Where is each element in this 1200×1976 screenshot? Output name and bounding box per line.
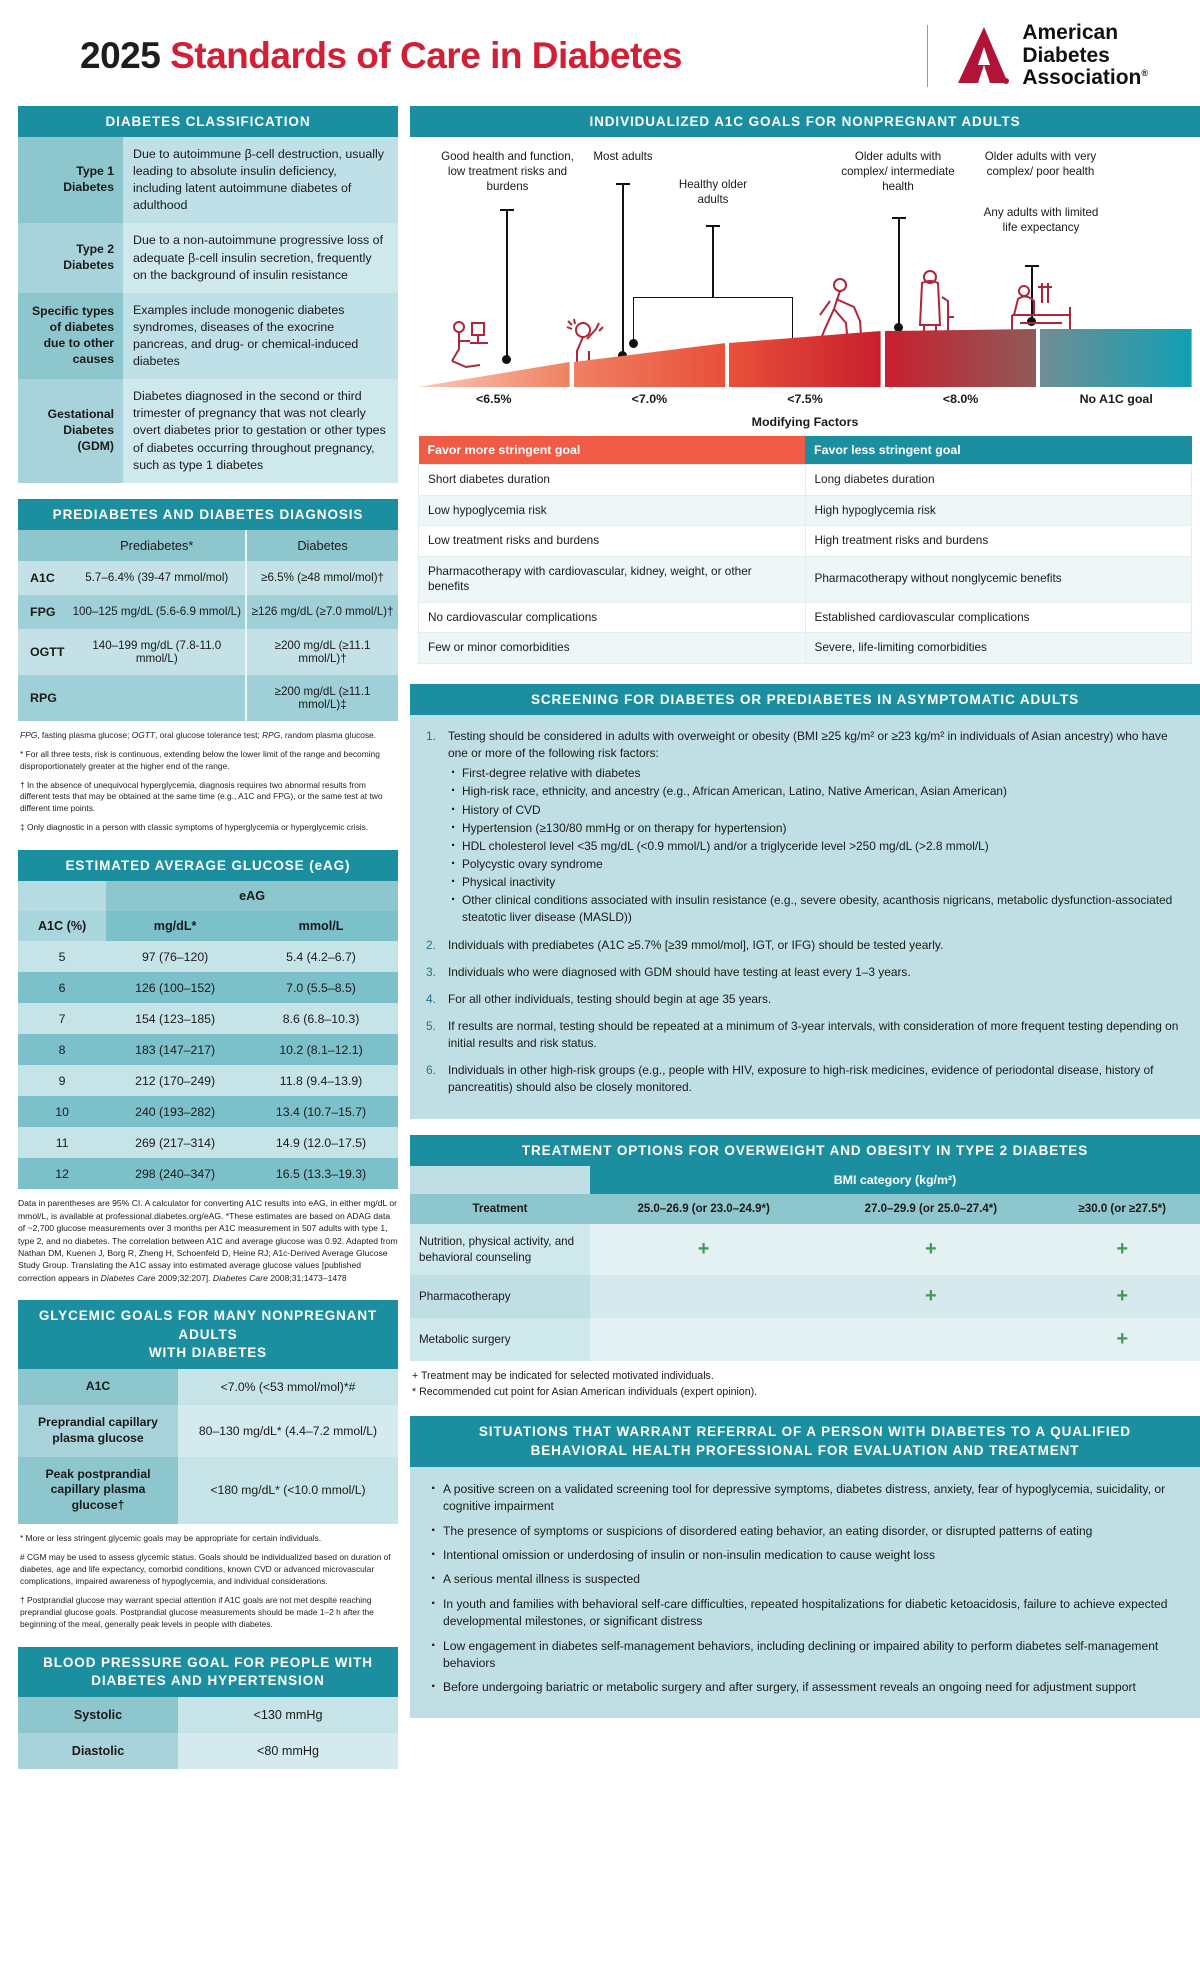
table-row [419,633,1192,664]
panel-blood-pressure-goal [18,1647,398,1769]
eag-mmol: 11.8 (9.4–13.9) [244,1065,398,1096]
table-row [18,137,398,223]
panel-diagnosis [18,499,398,834]
glycemic-label: Peak postprandial capillary plasma glucose† [18,1457,178,1525]
stringent-less: Established cardiovascular complications [805,602,1192,633]
panel-estimated-average-glucose [18,850,398,1284]
eag-col-mmol: mmol/L [244,911,398,941]
eag-footnote: Data in parentheses are 95% CI. A calculator for converting A1C results into eAG, in either mg/dL or mmol/L, is available at professional.diabetes.org/eAG. *These estimates are based on ADAG data of ~2,700 glucose measurements over 3 months per A1C measurement in 507 adults with type 1, type 2, and no diabetes. The correlation between A1C and average glucose was 0.92. Adapted from Nathan DM, Kuenen J, Borg R, Zheng H, Schoenfeld D, Heine RJ; A1c-Derived Average Glucose Study Group. Translating the A1C assay into estimated average glucose values [published correction appears in Diabetes Care 2009;32:207]. Diabetes Care 2008;31:1473–1478 [18,1198,398,1283]
treatment-blank-cell [410,1166,590,1194]
classification-label: Type 1 Diabetes [18,137,123,223]
diagnosis-dia: ≥126 mg/dL (≥7.0 mmol/L)† [246,595,398,629]
list-item: · Polycystic ovary syndrome [448,856,1184,873]
ada-line-1: American [1022,21,1119,44]
stringent-goals-table [418,436,1192,664]
list-item: Individuals who were diagnosed with GDM should have testing at least every 1–3 years. [448,964,911,979]
table-row [419,526,1192,557]
treatment-mark: + [817,1275,1044,1318]
table-row [18,1733,398,1769]
eag-col-a1c: A1C (%) [18,911,106,941]
table-row [18,629,398,675]
eag-mmol: 5.4 (4.2–6.7) [244,941,398,972]
treatment-mark: + [590,1224,817,1274]
ada-line-3: Association® [1022,66,1148,90]
list-item: · Other clinical conditions associated with insulin resistance (e.g., severe obesity, acanthosis nigricans, metabolic dysfunction-associated steatotic liver disease (MASLD)) [448,892,1184,926]
table-header-row [410,1194,1200,1224]
table-row [419,495,1192,526]
table-header-row [18,530,398,561]
modifying-factors-label: Modifying Factors [751,415,859,430]
bp-label: Systolic [18,1697,178,1733]
table-row [18,675,398,721]
list-item: · Low engagement in diabetes self-management behaviors, including declining or impaired ability to perform diabetes self-management behaviors [428,1638,1182,1673]
eag-a1c: 6 [18,972,106,1003]
eag-col-mgdl: mg/dL* [106,911,244,941]
stringent-less: Pharmacotherapy without nonglycemic benefits [805,556,1192,602]
eag-mgdl: 212 (170–249) [106,1065,244,1096]
treatment-col-2: ≥30.0 (or ≥27.5*) [1044,1194,1200,1224]
diagnosis-heading: PREDIABETES AND DIABETES DIAGNOSIS [18,499,398,530]
eag-mmol: 14.9 (12.0–17.5) [244,1127,398,1158]
a1c-goals-body [410,137,1200,668]
screening-sublist [448,765,1184,926]
stringent-less: Severe, life-limiting comorbidities [805,633,1192,664]
behavioral-heading-line1: SITUATIONS THAT WARRANT REFERRAL OF A PERSON WITH DIABETES TO A QUALIFIED [478,1424,1132,1440]
eag-mgdl: 298 (240–347) [106,1158,244,1189]
list-item: Individuals in other high-risk groups (e.g., people with HIV, exposure to high-risk medicines, evidence of periodontal disease, history of pancreatitis) should also be closely monitored. [448,1063,1154,1095]
ramp-0 [418,329,570,387]
panel-glycemic-goals [18,1300,398,1630]
treatment-col-label: Treatment [410,1194,590,1224]
table-row [18,941,398,972]
bp-value: <130 mmHg [178,1697,398,1733]
stringent-more: Short diabetes duration [419,465,806,496]
table-row [419,602,1192,633]
footnote-double-dagger: ‡ Only diagnostic in a person with classic symptoms of hyperglycemia or hyperglycemic crisis. [20,822,369,833]
screening-list [426,728,1184,1097]
panel-a1c-goals [410,106,1200,668]
eag-mmol: 10.2 (8.1–12.1) [244,1034,398,1065]
diagnosis-table [18,530,398,721]
diagnosis-test: OGTT [18,629,68,675]
diagnosis-pre [68,675,246,721]
treatment-label: Pharmacotherapy [410,1275,590,1318]
treatment-heading: TREATMENT OPTIONS FOR OVERWEIGHT AND OBESITY IN TYPE 2 DIABETES [410,1135,1200,1166]
table-row [18,1034,398,1065]
list-item: · The presence of symptoms or suspicions of disordered eating behavior, an eating disorder, or disrupted patterns of eating [428,1523,1182,1540]
glycemic-value: 80–130 mg/dL* (4.4–7.2 mmol/L) [178,1405,398,1457]
ramp-3 [885,329,1037,387]
list-item: If results are normal, testing should be repeated at a minimum of 3-year intervals, with consideration of more frequent testing depending on initial results and risk status. [448,1018,1179,1051]
footnote-star: * Recommended cut point for Asian American individuals (expert opinion). [412,1385,758,1398]
screening-heading: SCREENING FOR DIABETES OR PREDIABETES IN ASYMPTOMATIC ADULTS [410,684,1200,715]
eag-mmol: 16.5 (13.3–19.3) [244,1158,398,1189]
classification-table [18,137,398,483]
eag-table [18,881,398,1189]
list-item: · Before undergoing bariatric or metabolic surgery and after surgery, if assessment reveals an ongoing need for adjustment support [428,1679,1182,1696]
table-row [410,1224,1200,1274]
behavioral-heading [410,1416,1200,1466]
diagnosis-dia: ≥200 mg/dL (≥11.1 mmol/L)† [246,629,398,675]
glycemic-footnotes [20,1533,396,1630]
treatment-col-1: 27.0–29.9 (or 25.0–27.4*) [817,1194,1044,1224]
glycemic-label: A1C [18,1369,178,1405]
diagnosis-dia: ≥6.5% (≥48 mmol/mol)† [246,561,398,595]
ada-logo-text [1022,22,1148,90]
stringent-more: Low treatment risks and burdens [419,526,806,557]
stringent-more: Few or minor comorbidities [419,633,806,664]
panel-screening [410,684,1200,1120]
footnote-star: * More or less stringent glycemic goals may be appropriate for certain individuals. [20,1533,322,1544]
eag-mgdl: 126 (100–152) [106,972,244,1003]
a1c-goals-heading: INDIVIDUALIZED A1C GOALS FOR NONPREGNANT ADULTS [410,106,1200,137]
a1c-callout-label-0: Good health and function, low treatment risks and burdens [441,150,574,194]
bp-value: <80 mmHg [178,1733,398,1769]
table-row [18,1003,398,1034]
classification-heading: DIABETES CLASSIFICATION [18,106,398,137]
table-row [18,561,398,595]
classification-desc: Diabetes diagnosed in the second or third trimester of pregnancy that was not clearly overt diabetes prior to gestation or other types of diabetes occurring throughout pregnancy, such as type 1 diabetes [123,379,398,483]
eag-blank-cell [18,881,106,911]
stringent-more: No cardiovascular complications [419,602,806,633]
list-item: · Intentional omission or underdosing of insulin or non-insulin medication to cause weight loss [428,1547,1182,1564]
a1c-callout-label-5: Any adults with limited life expectancy [983,206,1099,235]
bp-label: Diastolic [18,1733,178,1769]
table-row [18,1065,398,1096]
a1c-axis-label-4: No A1C goal [1079,392,1153,407]
footnote-abbreviations: FPG, fasting plasma glucose; OGTT, oral glucose tolerance test; RPG, random plasma glucose. [20,729,377,740]
screening-body [410,715,1200,1120]
header-divider [927,25,928,87]
footnote-hash: # CGM may be used to assess glycemic status. Goals should be individualized based on duration of diabetes, age and life expectancy, comorbid conditions, known CVD or advanced microvascular complications, impaired awareness of hypoglycemia, and individual considerations. [20,1552,391,1586]
list-item: · History of CVD [448,802,1184,819]
a1c-goals-chart [418,147,1192,387]
diagnosis-pre: 100–125 mg/dL (5.6-6.9 mmol/L) [68,595,246,629]
col-more-stringent: Favor more stringent goal [419,436,806,465]
registered-mark-icon: ® [1141,68,1148,79]
stringent-less: High treatment risks and burdens [805,526,1192,557]
a1c-gradient-ramps [418,329,1192,387]
treatment-mark: + [1044,1224,1200,1274]
list-item: · HDL cholesterol level <35 mg/dL (<0.9 mmol/L) and/or a triglyceride level >250 mg/dL (>2.8 mmol/L) [448,838,1184,855]
list-item: · In youth and families with behavioral self-care difficulties, repeated hospitalizations for diabetic ketoacidosis, failure to achieve expected developmental milestones, or significant distress [428,1596,1182,1631]
glycemic-table [18,1369,398,1524]
treatment-mark: + [1044,1275,1200,1318]
panel-behavioral-referral [410,1416,1200,1718]
treatment-mark-empty [590,1275,817,1318]
treatment-mark-empty [590,1318,817,1361]
behavioral-heading-line2: BEHAVIORAL HEALTH PROFESSIONAL FOR EVALUATION AND TREATMENT [530,1442,1080,1458]
treatment-mark: + [817,1224,1044,1274]
classification-desc: Due to a non-autoimmune progressive loss of adequate β-cell insulin secretion, frequently on the background of insulin resistance [123,223,398,292]
footnote-dagger: † In the absence of unequivocal hyperglycemia, diagnosis requires two abnormal results from different tests that may be obtained at the same time (e.g., A1C and FPG), or the same test at two different time points. [20,779,383,814]
table-row [410,1318,1200,1361]
glycemic-heading-line1: GLYCEMIC GOALS FOR MANY NONPREGNANT ADULTS [38,1308,378,1342]
footnote-plus: + Treatment may be indicated for selected motivated individuals. [412,1369,714,1382]
eag-a1c: 7 [18,1003,106,1034]
table-header-row [18,881,398,911]
eag-mgdl: 269 (217–314) [106,1127,244,1158]
table-row [18,223,398,292]
title-text: Standards of Care in Diabetes [170,35,682,76]
ada-triangle-icon [954,25,1012,87]
eag-mgdl: 240 (193–282) [106,1096,244,1127]
eag-heading: ESTIMATED AVERAGE GLUCOSE (eAG) [18,850,398,881]
table-header-row [18,911,398,941]
list-item: · First-degree relative with diabetes [448,765,1184,782]
list-item: · A serious mental illness is suspected [428,1571,1182,1588]
table-row [18,1457,398,1525]
bp-heading [18,1647,398,1697]
bmi-category-header: BMI category (kg/m²) [590,1166,1200,1194]
table-row [18,1369,398,1405]
diagnosis-test: A1C [18,561,68,595]
eag-mmol: 7.0 (5.5–8.5) [244,972,398,1003]
ada-line-2: Diabetes [1022,43,1110,67]
eag-a1c: 10 [18,1096,106,1127]
stringent-more: Pharmacotherapy with cardiovascular, kidney, weight, or other benefits [419,556,806,602]
a1c-axis-label-0: <6.5% [476,392,512,407]
classification-label: Specific types of diabetes due to other causes [18,293,123,379]
table-row [18,972,398,1003]
treatment-mark: + [1044,1318,1200,1361]
table-header-row [419,436,1192,465]
col-less-stringent: Favor less stringent goal [805,436,1192,465]
stringent-more: Low hypoglycemia risk [419,495,806,526]
page-header [0,0,1200,106]
panel-diabetes-classification [18,106,398,483]
glycemic-value: <7.0% (<53 mmol/mol)*# [178,1369,398,1405]
glycemic-heading [18,1300,398,1369]
eag-mgdl: 154 (123–185) [106,1003,244,1034]
eag-mmol: 8.6 (6.8–10.3) [244,1003,398,1034]
eag-group-header: eAG [106,881,398,911]
title-year: 2025 [80,35,161,76]
a1c-axis-labels [418,392,1192,406]
eag-a1c: 8 [18,1034,106,1065]
stringent-less: Long diabetes duration [805,465,1192,496]
list-item: · High-risk race, ethnicity, and ancestry (e.g., African American, Latino, Native American, Asian American) [448,783,1184,800]
treatment-label: Nutrition, physical activity, and behavioral counseling [410,1224,590,1274]
leader-stem-3 [898,217,900,325]
classification-label: Type 2 Diabetes [18,223,123,292]
table-row [18,1127,398,1158]
leader-stem-2 [712,225,714,297]
classification-desc: Examples include monogenic diabetes syndromes, diseases of the exocrine pancreas, and drug- or chemical-induced diabetes [123,293,398,379]
list-item [426,728,1184,927]
diagnosis-footnotes [20,730,396,834]
ramp-4 [1040,329,1192,387]
eag-a1c: 12 [18,1158,106,1189]
treatment-col-0: 25.0–26.9 (or 23.0–24.9*) [590,1194,817,1224]
footnote-star: * For all three tests, risk is continuous, extending below the lower limit of the range and becoming disproportionately greater at the higher end of the range. [20,748,380,771]
ramp-2 [729,329,881,387]
diagnosis-col-diabetes: Diabetes [246,530,398,561]
glycemic-label: Preprandial capillary plasma glucose [18,1405,178,1457]
glycemic-heading-line2: WITH DIABETES [148,1344,268,1360]
diagnosis-pre: 5.7–6.4% (39-47 mmol/mol) [68,561,246,595]
table-row [18,1158,398,1189]
ramp-1 [574,329,726,387]
page-title [80,35,682,77]
diagnosis-col-blank [18,530,68,561]
a1c-callout-label-2: Healthy older adults [678,178,748,207]
classification-label: Gestational Diabetes (GDM) [18,379,123,483]
behavioral-body [410,1467,1200,1718]
behavioral-list [428,1481,1182,1697]
diagnosis-test: RPG [18,675,68,721]
table-row [18,1096,398,1127]
table-row [419,556,1192,602]
classification-desc: Due to autoimmune β-cell destruction, usually leading to absolute insulin deficiency, including latent autoimmune diabetes of adulthood [123,137,398,223]
diagnosis-col-prediabetes: Prediabetes* [68,530,246,561]
list-item: · A positive screen on a validated screening tool for depressive symptoms, diabetes distress, anxiety, fear of hypoglycemia, suicidality, or cognitive impairment [428,1481,1182,1516]
a1c-callout-label-3: Older adults with complex/ intermediate health [841,150,955,194]
table-row [419,465,1192,496]
bp-heading-line2: DIABETES AND HYPERTENSION [91,1672,325,1688]
a1c-callout-label-1: Most adults [593,150,653,164]
screening-text: Testing should be considered in adults with overweight or obesity (BMI ≥25 kg/m² or ≥23 kg/m² in individuals of Asian ancestry) who have one or more of the following risk factors: [448,728,1168,761]
table-row [18,293,398,379]
eag-a1c: 5 [18,941,106,972]
treatment-table [410,1166,1200,1360]
a1c-axis-label-2: <7.5% [787,392,823,407]
eag-mgdl: 97 (76–120) [106,941,244,972]
table-row [18,379,398,483]
table-row [18,595,398,629]
diagnosis-test: FPG [18,595,68,629]
table-row [18,1697,398,1733]
list-item: · Hypertension (≥130/80 mmHg or on therapy for hypertension) [448,820,1184,837]
list-item: · Physical inactivity [448,874,1184,891]
footnote-dagger: † Postprandial glucose may warrant special attention if A1C goals are not met despite reaching preprandial glucose goals. Postprandial glucose measurements should be made 1–2 h after the beginning of the meal, generally peak levels in people with diabetes. [20,1594,374,1629]
table-header-row [410,1166,1200,1194]
panel-treatment-options [410,1135,1200,1400]
glycemic-value: <180 mg/dL* (<10.0 mmol/L) [178,1457,398,1525]
table-row [410,1275,1200,1318]
treatment-label: Metabolic surgery [410,1318,590,1361]
ada-logo [954,22,1170,90]
table-row [18,1405,398,1457]
treatment-mark-empty [817,1318,1044,1361]
treatment-footnotes [410,1369,1200,1401]
bp-heading-line1: BLOOD PRESSURE GOAL FOR PEOPLE WITH [43,1654,373,1670]
a1c-axis-label-3: <8.0% [942,392,979,407]
eag-a1c: 11 [18,1127,106,1158]
left-column [18,106,398,1785]
stringent-less: High hypoglycemia risk [805,495,1192,526]
a1c-axis-label-1: <7.0% [631,392,668,407]
bp-table [18,1697,398,1769]
diagnosis-pre: 140–199 mg/dL (7.8-11.0 mmol/L) [68,629,246,675]
eag-mmol: 13.4 (10.7–15.7) [244,1096,398,1127]
diagnosis-dia: ≥200 mg/dL (≥11.1 mmol/L)‡ [246,675,398,721]
list-item: For all other individuals, testing should begin at age 35 years. [448,991,772,1006]
a1c-callout-label-4: Older adults with very complex/ poor health [984,150,1097,179]
list-item: Individuals with prediabetes (A1C ≥5.7% [≥39 mmol/mol], IGT, or IFG) should be tested yearly. [448,937,944,952]
eag-mgdl: 183 (147–217) [106,1034,244,1065]
right-column [410,106,1200,1785]
eag-a1c: 9 [18,1065,106,1096]
